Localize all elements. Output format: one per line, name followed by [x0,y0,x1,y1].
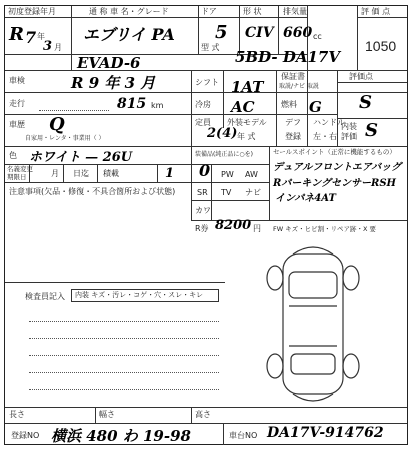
drive-label: デフ [285,118,301,127]
auction-sheet [4,5,408,445]
model-type-label: 型 式 [201,43,220,52]
body-type: CIV [245,25,274,41]
shaken-value: R 9 年 3 月 [71,74,156,92]
exterior-label: 外装モデル [227,118,267,127]
length-label: 長さ [9,410,25,419]
ac-label: 冷房 [195,100,211,109]
wheel-rear-left [267,354,283,378]
color-label: 色 [9,151,17,160]
evaluation-label: 評価点 [349,72,373,81]
history-sub: 自家用・レンタ・事業用（ ） [25,135,105,142]
rcard-unit: 円 [253,224,261,233]
equipment-label: 装備品(純正品に○を) [195,151,253,158]
rear-window [291,354,335,374]
displacement-unit: cc [313,32,322,41]
model-name: エブリイ PA [83,25,175,44]
rcard-value: 8200 [215,218,252,233]
mileage-unit: km [151,101,164,110]
drive-sub: 登録 [285,132,301,141]
first-reg-year: 7 [25,28,37,47]
ac-value: AC [231,98,255,116]
history-value: Q [49,114,65,135]
regs-day: 日迄 [73,169,89,178]
handle-sub: 左・右 [313,132,337,141]
capacity-label: 定員 [195,118,211,127]
reg-no-label: 登録NO [11,431,40,440]
sales-points-label: セールスポイント（正常に機能するもの） [273,148,396,156]
capacity-value: 2(4) [207,126,238,141]
mileage-label: 走行 [9,99,25,108]
exterior-sub: 年 式 [237,132,256,141]
damage-legend: FW キズ・ヒビ割・リペア跡・X 要 [273,225,376,233]
type-label: 形 状 [243,7,262,16]
equipment-aw: AW [245,170,258,179]
chassis-value: DA17V-914762 [267,425,384,441]
sales-point-3: インパネ4AT [275,193,336,204]
fuel-label: 燃料 [281,100,297,109]
accum-label: 積載 [103,169,119,178]
wheel-front-right [343,266,359,290]
wheel-rear-right [343,354,359,378]
height-label: 高さ [195,410,211,419]
interior-mark: S [365,120,378,141]
equipment-circle: 0 [199,161,211,180]
car-body-outline [283,254,343,394]
shaken-label: 車検 [9,76,25,85]
warranty-label: 保証書 [281,72,305,81]
handle-label: ハンドル [313,118,345,127]
evaluation-mark: S [359,92,372,113]
displacement-label: 排気量 [283,7,307,16]
equipment-pw: PW [221,170,234,179]
color-value: ホワイト — 26U [29,150,133,165]
rcard-label: R券 [195,224,209,233]
model-type: 5BD- DA17V [235,48,341,66]
inspector-tags: 内装 キズ・汚レ・コゲ・穴・スレ・キレ [75,291,204,299]
shift-label: シフト [195,78,219,87]
doors-label: ドア [201,7,217,16]
accum-value: 1 [165,166,175,181]
windshield [289,272,337,298]
inspector-label: 検査員記入 [25,292,65,301]
displacement-value: 660 [283,25,313,41]
first-reg-month-unit: 月 [54,43,62,52]
mileage-value: 815 [117,96,147,112]
equipment-navi: ナビ [245,188,261,197]
first-reg-year-unit: 年 [37,32,45,41]
sales-point-2: RパーキングセンサーRSH [273,178,396,189]
equipment-sr: SR [197,188,208,197]
width-label: 幅さ [99,410,115,419]
doors-value: 5 [215,22,228,43]
fuel-value: G [309,98,322,116]
shift-value: 1AT [231,78,264,96]
rear-bumper [293,394,333,401]
equipment-leather: カワ [195,206,211,215]
lot-number: 1050 [365,38,397,54]
sales-point-1: デュアルフロントエアバッグ [273,162,402,173]
regs-month: 月 [51,169,59,178]
vehicle-damage-diagram [253,234,373,414]
history-label: 車歴 [9,120,25,129]
notes-label: 注意事項(欠品・修復・不具合箇所および状態) [9,187,176,196]
regs-sub: 期限日 [7,173,27,181]
reg-no-value: 横浜 480 わ 19-98 [51,427,191,445]
interior-label: 内装 [341,122,357,131]
interior-sub: 評価 [341,132,357,141]
warranty-sub: 取説/ナビ 取説 [279,83,319,90]
front-bumper [293,247,333,254]
regs-label: 名義変更 [7,165,33,173]
model-label: 通 称 車 名・グレード [89,7,169,16]
equipment-tv: TV [221,188,232,197]
chassis-label: 車台NO [229,431,258,440]
first-reg-label: 初度登録年月 [8,7,56,16]
grade-label: 評 価 点 [361,7,391,16]
first-reg-era: R [9,24,24,45]
grade-code: EVAD-6 [77,54,141,72]
first-reg-month: 3 [43,39,53,54]
wheel-front-left [267,266,283,290]
